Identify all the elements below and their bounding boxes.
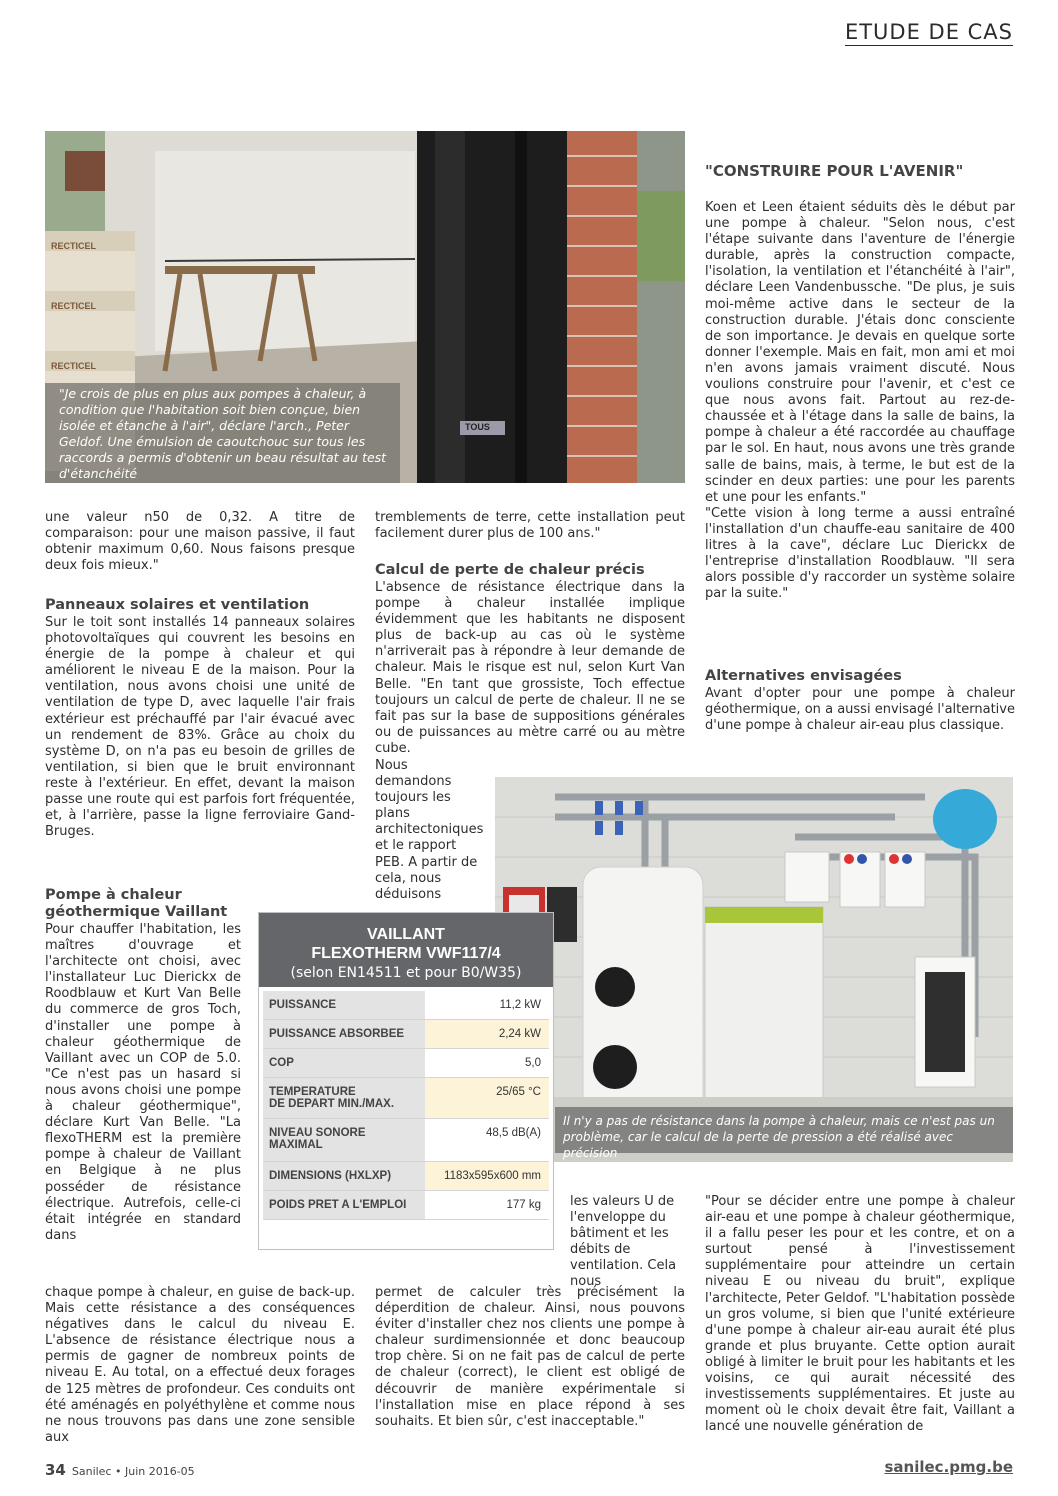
column-2-intro bbox=[375, 510, 685, 542]
column-3-alternatives bbox=[705, 686, 1015, 734]
heading-solar: Panneaux solaires et ventilation bbox=[45, 597, 310, 613]
column-1-solar bbox=[45, 615, 355, 840]
spec-label: COP bbox=[263, 1049, 425, 1078]
table-row bbox=[263, 1049, 549, 1078]
heading-pump: Pompe à chaleur géothermique Vaillant bbox=[45, 887, 228, 920]
table-row bbox=[263, 1078, 549, 1119]
paragraph: une valeur n50 de 0,32. A titre de comparaison: pour une maison passive, il faut obtenir maximum 0,60. Nous faisons presque deux fois mieux." bbox=[45, 510, 355, 574]
section-header: ETUDE DE CAS bbox=[844, 20, 1013, 44]
spec-label: DIMENSIONS (HXLXP) bbox=[263, 1162, 425, 1191]
paragraph: L'absence de résistance électrique dans la pompe à chaleur installée implique évidemment que les habitants ne disposent plus de back-up au cas où le système n'arriverait pas à répondre à leur demande de chaleur. Mais le risque est nul, selon Kurt Van Belle. "En tant que grossiste, Toch effectue toujours un calcul de perte de chaleur. Il ne se fait pas sur la base de suppositions générales ou de puissances au mètre carré ou au mètre cube. bbox=[375, 580, 685, 756]
spec-value: 2,24 kW bbox=[425, 1020, 549, 1049]
spec-subtitle: (selon EN14511 et pour B0/W35) bbox=[290, 965, 522, 981]
spec-label: TEMPERATURE DE DEPART MIN./MAX. bbox=[263, 1078, 425, 1119]
table-row bbox=[263, 1191, 549, 1220]
column-2-calc bbox=[375, 580, 685, 757]
column-2-u-values bbox=[570, 1194, 686, 1291]
table-row bbox=[263, 1020, 549, 1049]
paragraph: Koen et Leen étaient séduits dès le début par une pompe à chaleur. "Selon nous, c'est l'étape suivante dans l'aventure de l'énergie durable, après la construction compacte, l'isolation, la ventilation et l'étanchéité à l'air", déclare Leen Vandenbussche. "De plus, je suis moi-même active dans le secteur de la construction durable. J'étais donc consciente de son importance. Je devais en quelque sorte donner l'exemple. Mais en fait, mon ami et moi n'en avons jamais vraiment discuté. Nous voulions construire pour l'avenir, et c'est ce que nous avons fait. Partout au rez-de-chaussée et à l'étage dans la salle de bains, la pompe à chaleur a été raccordée au chauffage par le sol. En haut, nous avons une très grande salle de bains, mais, à terme, le but est de la scinder en deux parties: une pour les parents et une pour les enfants." bbox=[705, 200, 1015, 505]
brand-board-label: RECTICEL bbox=[51, 361, 96, 371]
spec-label: PUISSANCE ABSORBEE bbox=[263, 1020, 425, 1049]
paragraph: permet de calculer très précisément la déperdition de chaleur. Ainsi, nous pouvons éviter d'installer chez nos clients une pompe à chaleur surdimensionnée et donc beaucoup trop chère. Si on ne fait pas de calcul de perte de chaleur (correct), le client est obligé de découvrir de manière expérimentale si l'installation mise en place répond à ses souhaits. Et bien sûr, c'est inacceptable." bbox=[375, 1285, 685, 1429]
table-row bbox=[263, 1162, 549, 1191]
spec-value: 25/65 °C bbox=[425, 1078, 549, 1119]
spec-label: NIVEAU SONORE MAXIMAL bbox=[263, 1119, 425, 1162]
spec-value: 5,0 bbox=[425, 1049, 549, 1078]
boiler-room-photo bbox=[495, 777, 1013, 1162]
paragraph: "Pour se décider entre une pompe à chaleur air-eau et une pompe à chaleur géothermique, il a fallu peser les pour et les contre, et on a surtout pensé à l'investissement supplémentaire pour atteindre un certain niveau E ou niveau du bruit", explique l'architecte, Peter Geldof. "L'habitation possède un gros volume, si bien que l'unité extérieure d'une pompe à chaleur air-eau aurait été plus grande et plus bruyante. Cette option aurait obligé à limiter le bruit pour les habitants et les voisins, ce qui aurait nécessité des investissements supplémentaires. Et juste au moment où le choix devait être fait, Vaillant a lancé une nouvelle génération de bbox=[705, 1194, 1015, 1435]
paragraph: chaque pompe à chaleur, en guise de back-up. Mais cette résistance a des conséquences négatives dans le calcul du niveau E. L'absence de résistance électrique nous a permis de gagner de nombreux points de niveau E. Au total, on a effectué deux forages de 125 mètres de profondeur. Ces conduits ont été aménagés en polyéthylène et comme nous ne nous trouvons pas dans une zone sensible aux bbox=[45, 1285, 355, 1445]
heading-calc: Calcul de perte de chaleur précis bbox=[375, 562, 645, 578]
paragraph: Avant d'opter pour une pompe à chaleur géothermique, on a aussi envisagé l'alternative d'une pompe à chaleur air-eau plus classique. bbox=[705, 686, 1015, 734]
spec-label: PUISSANCE bbox=[263, 991, 425, 1020]
spec-value: 48,5 dB(A) bbox=[425, 1119, 549, 1162]
column-1-bottom bbox=[45, 1285, 355, 1446]
construction-photo bbox=[45, 131, 685, 483]
column-2-bottom bbox=[375, 1285, 685, 1430]
column-3-bottom bbox=[705, 1194, 1015, 1435]
column-2-narrow bbox=[375, 758, 484, 903]
spec-value: 11,2 kW bbox=[425, 991, 549, 1020]
spec-value: 1183x595x600 mm bbox=[425, 1162, 549, 1191]
photo-caption: "Je crois de plus en plus aux pompes à chaleur, à condition que l'habitation soit bien conçue, bien isolée et étanche à l'air", déclare l'arch., Peter Geldof. Une émulsion de caoutchouc sur tous les raccords a permis d'obtenir un beau résultat au test d'étanchéité bbox=[59, 386, 387, 481]
heading-alternatives: Alternatives envisagées bbox=[705, 668, 902, 684]
spec-header bbox=[259, 913, 553, 987]
footer-left bbox=[45, 1461, 195, 1479]
paragraph: Sur le toit sont installés 14 panneaux solaires photovoltaïques qui couvrent les besoins en énergie de la pompe à chaleur et qui améliorent le niveau E de la maison. Pour la ventilation, nous avons choisi une unité de ventilation de type D, avec laquelle l'air frais extérieur est préchauffé par l'air évacué avec un rendement de 83%. Grâce au choix du système D, on n'a pas eu besoin de grilles de ventilation, si bien que le bruit environnant reste à l'extérieur. En effet, devant la maison passe une route qui est parfois fort fréquentée, et, à l'arrière, passe la ligne ferroviaire Gand-Bruges. bbox=[45, 615, 355, 840]
heading-future: "CONSTRUIRE POUR L'AVENIR" bbox=[705, 162, 964, 180]
spec-title-brand: VAILLANT bbox=[367, 926, 445, 943]
brand-board-label: RECTICEL bbox=[51, 301, 96, 311]
photo-caption: Il n'y a pas de résistance dans la pompe à chaleur, mais ce n'est pas un problème, car le calcul de la perte de pression a été réalisé avec précision bbox=[563, 1114, 995, 1160]
table-row bbox=[263, 1119, 549, 1162]
spec-table-box bbox=[259, 913, 553, 1249]
column-1-intro bbox=[45, 510, 355, 574]
spec-table bbox=[263, 991, 549, 1220]
paragraph: Nous demandons toujours les plans architectoniques et le rapport PEB. A partir de cela, nous déduisons bbox=[375, 758, 484, 902]
door-tag-label: TOUS bbox=[465, 422, 490, 432]
paragraph: Pour chauffer l'habitation, les maîtres d'ouvrage et l'architecte ont choisi, avec l'installateur Luc Dierickx de Roodblauw et Kurt Van Belle du commerce de gros Toch, d'installer une pompe à chaleur géothermique de Vaillant avec un COP de 5.0. "Ce n'est pas un hasard si nous avons choisi une pompe à chaleur géothermique", déclare Kurt Van Belle. "La flexoTHERM est la première pompe à chaleur de Vaillant en Belgique à ne plus posséder de résistance électrique. Autrefois, celle-ci était intégrée en standard dans bbox=[45, 922, 241, 1243]
paragraph: tremblements de terre, cette installation peut facilement durer plus de 100 ans." bbox=[375, 510, 685, 542]
page-number: 34 bbox=[45, 1461, 66, 1479]
spec-label: POIDS PRET A L'EMPLOI bbox=[263, 1191, 425, 1220]
spec-title-model: FLEXOTHERM VWF117/4 bbox=[311, 945, 501, 962]
website-link[interactable]: sanilec.pmg.be bbox=[884, 1458, 1013, 1476]
column-3-future bbox=[705, 200, 1015, 602]
spec-value: 177 kg bbox=[425, 1191, 549, 1220]
paragraph: les valeurs U de l'enveloppe du bâtiment et les débits de ventilation. Cela nous bbox=[570, 1194, 677, 1290]
boiler-room-image bbox=[495, 777, 1013, 1162]
paragraph: "Cette vision à long terme a aussi entraîné l'installation d'un chauffe-eau sanitaire de 400 litres à la cave", déclare Luc Dierickx de l'entreprise d'installation Roodblauw. "Il sera alors possible d'y raccorder un système solaire par la suite." bbox=[705, 505, 1015, 602]
table-row bbox=[263, 991, 549, 1020]
brand-board-label: RECTICEL bbox=[51, 241, 96, 251]
column-1-pump bbox=[45, 922, 241, 1244]
issue-label: Sanilec • Juin 2016-05 bbox=[71, 1465, 195, 1478]
